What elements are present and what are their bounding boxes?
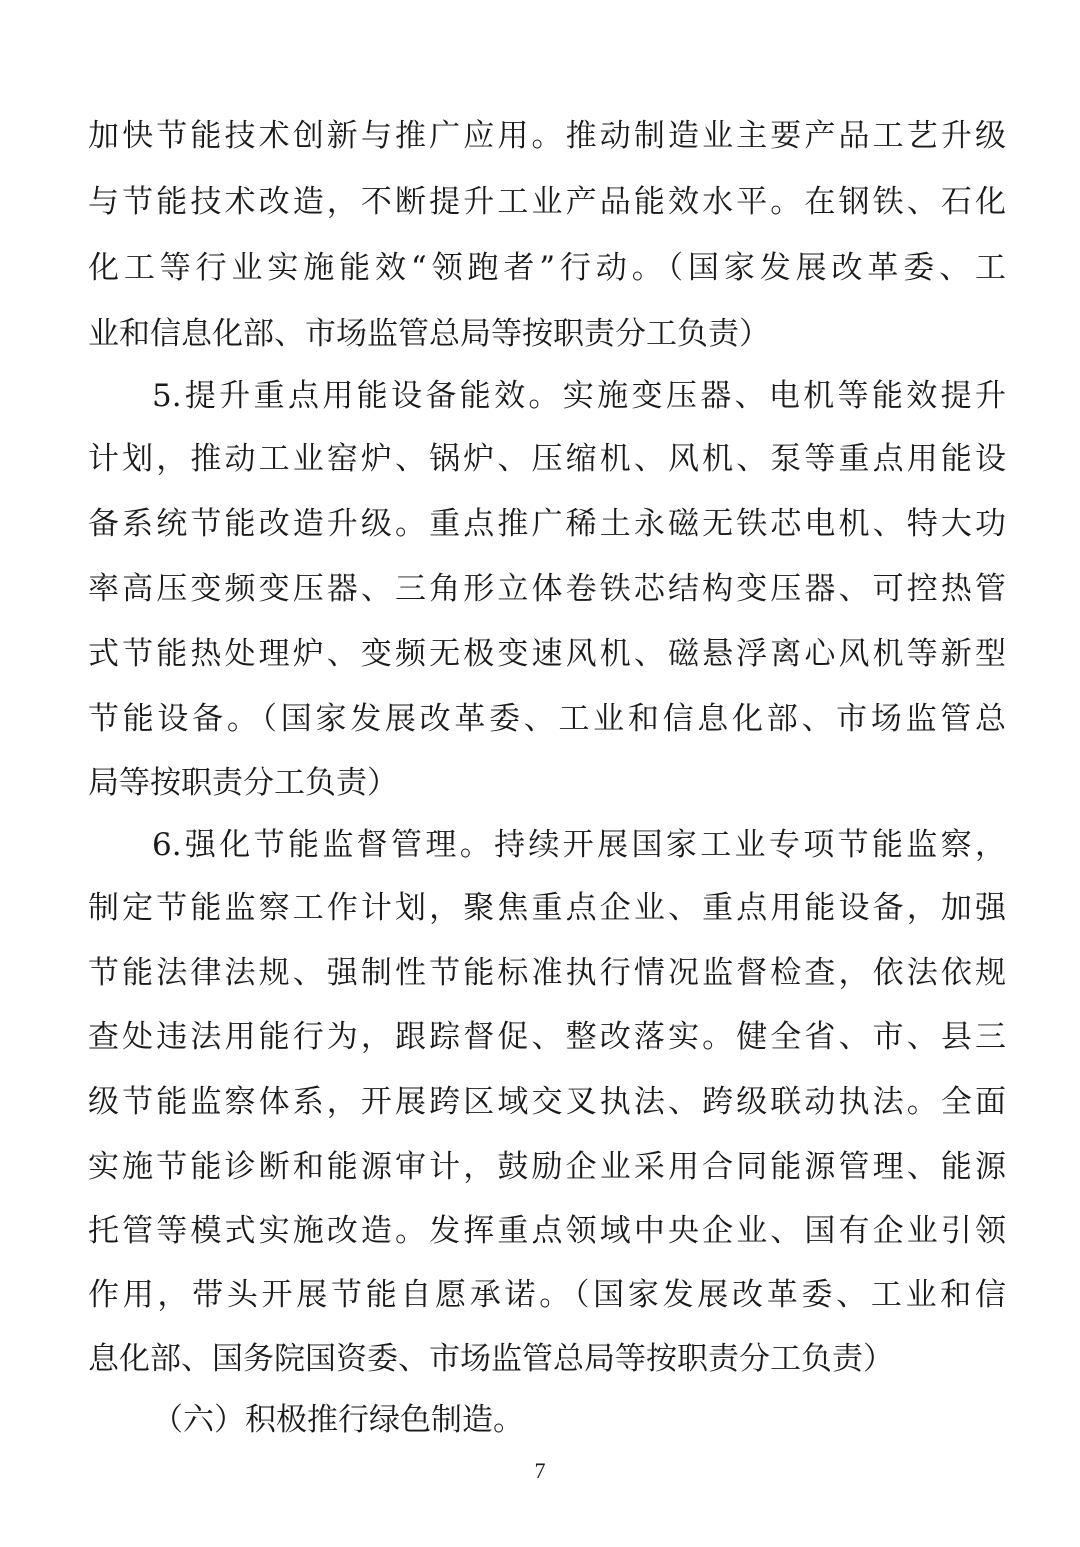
page-number: 7 bbox=[534, 1458, 546, 1483]
text-line: 局等按职责分工负责） bbox=[88, 765, 398, 801]
text-line: 加快节能技术创新与推广应用。推动制造业主要产品工艺升级 bbox=[88, 118, 1006, 154]
text-line: 制定节能监察工作计划，聚焦重点企业、重点用能设备，加强 bbox=[88, 890, 1006, 926]
section-heading: （六）积极推行绿色制造。 bbox=[152, 1402, 524, 1438]
text-line: 节能法律法规、强制性节能标准执行情况监督检查，依法依规 bbox=[88, 955, 1006, 991]
text-line: 级节能监察体系，开展跨区域交叉执法、跨级联动执法。全面 bbox=[88, 1084, 1006, 1120]
text-line: 率高压变频变压器、三角形立体卷铁芯结构变压器、可控热管 bbox=[88, 571, 1006, 607]
text-line: 式节能热处理炉、变频无极变速风机、磁悬浮离心风机等新型 bbox=[88, 636, 1006, 672]
text-line: 作用，带头开展节能自愿承诺。（国家发展改革委、工业和信 bbox=[88, 1277, 1006, 1313]
paragraph-5-first-line: 5.提升重点用能设备能效。实施变压器、电机等能效提升 bbox=[152, 378, 1006, 414]
text-line: 计划，推动工业窑炉、锅炉、压缩机、风机、泵等重点用能设 bbox=[88, 441, 1006, 477]
text-line: 息化部、国务院国资委、市场监管总局等按职责分工负责） bbox=[88, 1341, 894, 1377]
text-line: 备系统节能改造升级。重点推广稀土永磁无铁芯电机、特大功 bbox=[88, 506, 1006, 542]
text-line: 查处违法用能行为，跟踪督促、整改落实。健全省、市、县三 bbox=[88, 1019, 1006, 1055]
text-line: 节能设备。（国家发展改革委、工业和信息化部、市场监管总 bbox=[88, 701, 1006, 737]
text-line: 实施节能诊断和能源审计，鼓励企业采用合同能源管理、能源 bbox=[88, 1149, 1006, 1185]
paragraph-6-first-line: 6.强化节能监督管理。持续开展国家工业专项节能监察， bbox=[152, 827, 1006, 863]
text-line: 托管等模式实施改造。发挥重点领域中央企业、国有企业引领 bbox=[88, 1213, 1006, 1249]
text-line: 与节能技术改造，不断提升工业产品能效水平。在钢铁、石化 bbox=[88, 184, 1006, 220]
text-line: 化工等行业实施能效“领跑者”行动。（国家发展改革委、工 bbox=[88, 250, 1006, 286]
text-line: 业和信息化部、市场监管总局等按职责分工负责） bbox=[88, 316, 770, 352]
